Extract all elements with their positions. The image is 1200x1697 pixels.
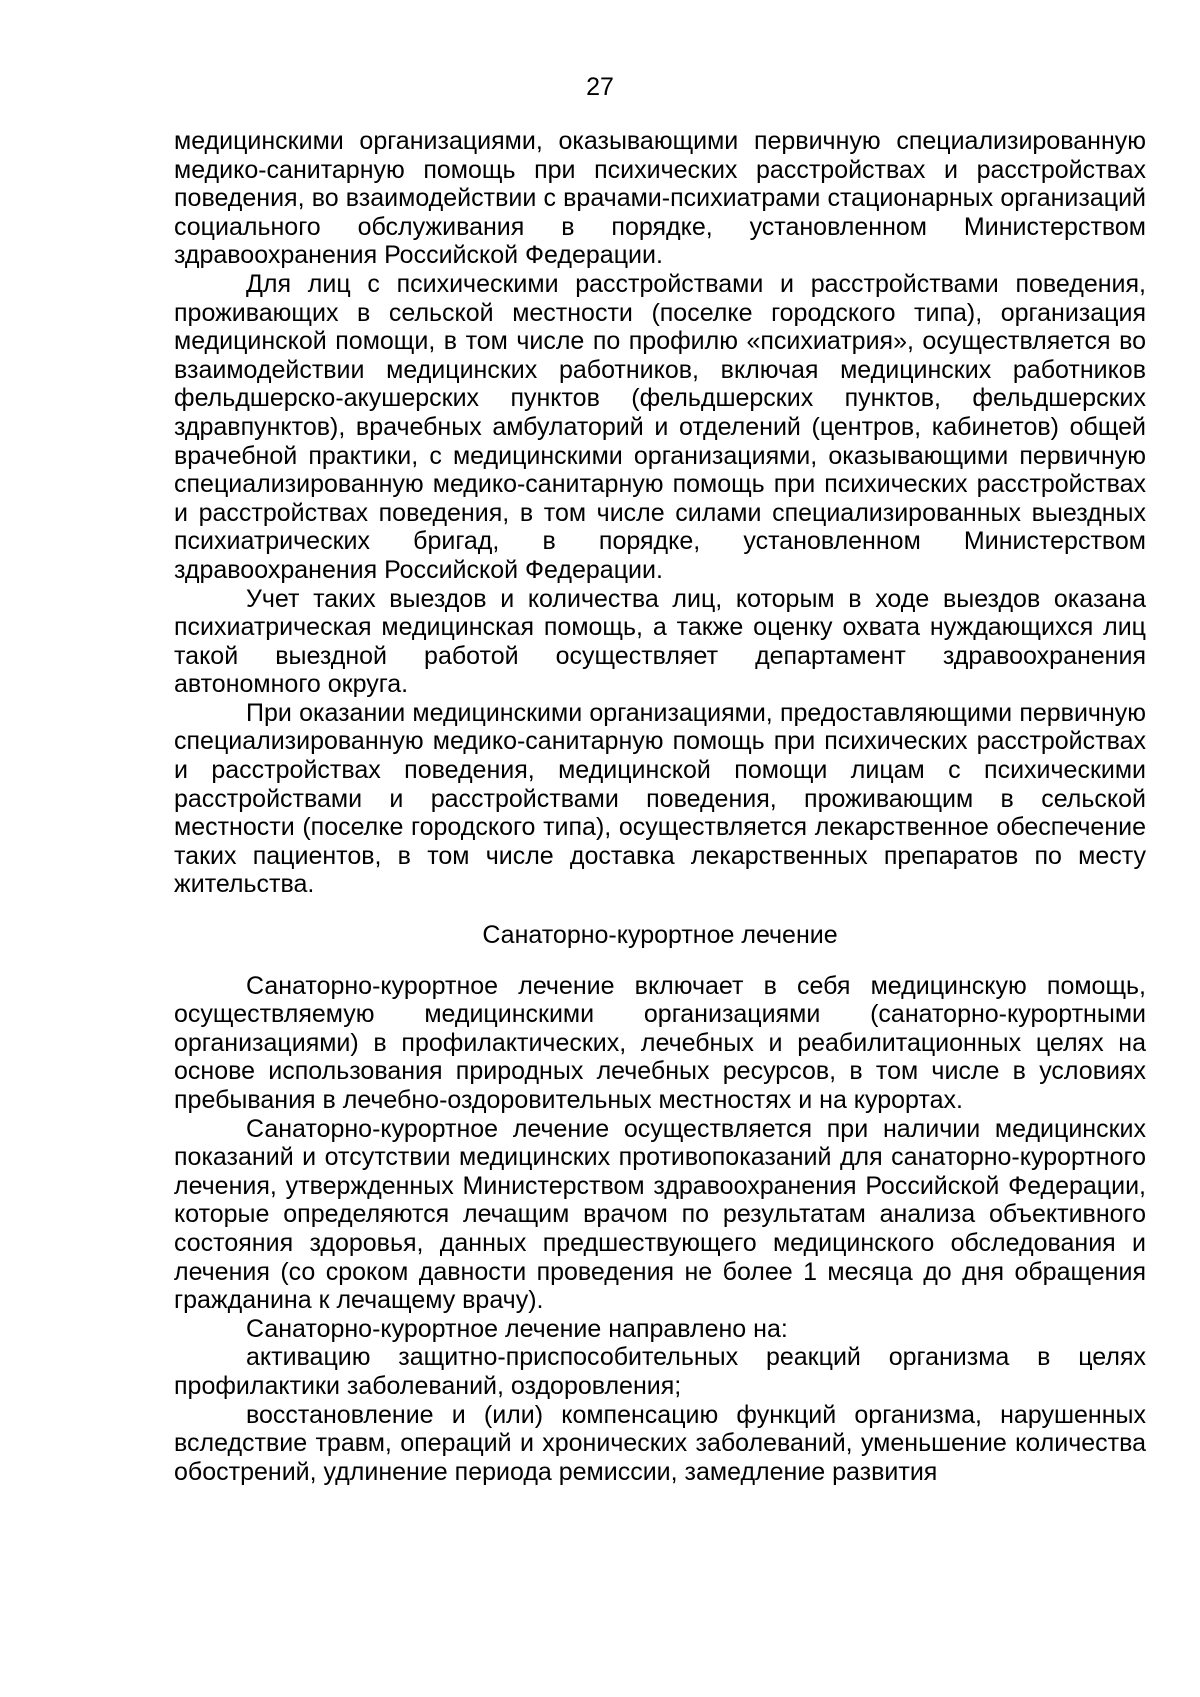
paragraph: Санаторно-курортное лечение направлено на: (246, 1314, 788, 1343)
page-number: 27 (586, 73, 614, 101)
paragraph: Учет таких выездов и количества лиц, которым в ходе выездов оказана психиатрическая медицинская помощь, а также оценку охвата нуждающихся лиц такой выездной работой осуществляет департамент здравоохранения автономного округа. (174, 584, 1146, 699)
document-body (174, 127, 1146, 1486)
paragraph-continuation: медицинскими организациями, оказывающими первичную специализированную медико-санитарную помощь при психических расстройствах и расстройствах поведения, во взаимодействии с врачами-психиатрами стационарных организаций социального обслуживания в порядке, установленном Министерством здравоохранения Российской Федерации. (174, 127, 1146, 270)
list-item: активацию защитно-приспособительных реакций организма в целях профилактики заболеваний, оздоровления; (174, 1343, 1146, 1400)
paragraph: При оказании медицинскими организациями, предоставляющими первичную специализированную медико-санитарную помощь при психических расстройствах и расстройствах поведения, медицинской помощи лицам с психическими расстройствами и расстройствами поведения, проживающим в сельской местности (поселке городского типа), осуществляется лекарственное обеспечение таких пациентов, в том числе доставка лекарственных препаратов по месту жительства. (174, 698, 1146, 899)
section-heading: Санаторно-курортное лечение (482, 921, 838, 950)
paragraph: Санаторно-курортное лечение осуществляется при наличии медицинских показаний и отсутствии медицинских противопоказаний для санаторно-курортного лечения, утвержденных Министерством здравоохранения Российской Федерации, которые определяются лечащим врачом по результатам анализа объективного состояния здоровья, данных предшествующего медицинского обследования и лечения (со сроком давности проведения не более 1 месяца до дня обращения гражданина к лечащему врачу). (174, 1114, 1146, 1315)
paragraph: Санаторно-курортное лечение включает в себя медицинскую помощь, осуществляемую медицинскими организациями (санаторно-курортными организациями) в профилактических, лечебных и реабилитационных целях на основе использования природных лечебных ресурсов, в том числе в условиях пребывания в лечебно-оздоровительных местностях и на курортах. (174, 971, 1146, 1114)
paragraph: Для лиц с психическими расстройствами и расстройствами поведения, проживающих в сельской местности (поселке городского типа), организация медицинской помощи, в том числе по профилю «психиатрия», осуществляется во взаимодействии медицинских работников, включая медицинских работников фельдшерско-акушерских пунктов (фельдшерских пунктов, фельдшерских здравпунктов), врачебных амбулаторий и отделений (центров, кабинетов) общей врачебной практики, с медицинскими организациями, оказывающими первичную специализированную медико-санитарную помощь при психических расстройствах и расстройствах поведения, в том числе силами специализированных выездных психиатрических бригад, в порядке, установленном Министерством здравоохранения Российской Федерации. (174, 269, 1146, 584)
list-item: восстановление и (или) компенсацию функций организма, нарушенных вследствие травм, операций и хронических заболеваний, уменьшение количества обострений, удлинение периода ремиссии, замедление развития (174, 1400, 1146, 1486)
